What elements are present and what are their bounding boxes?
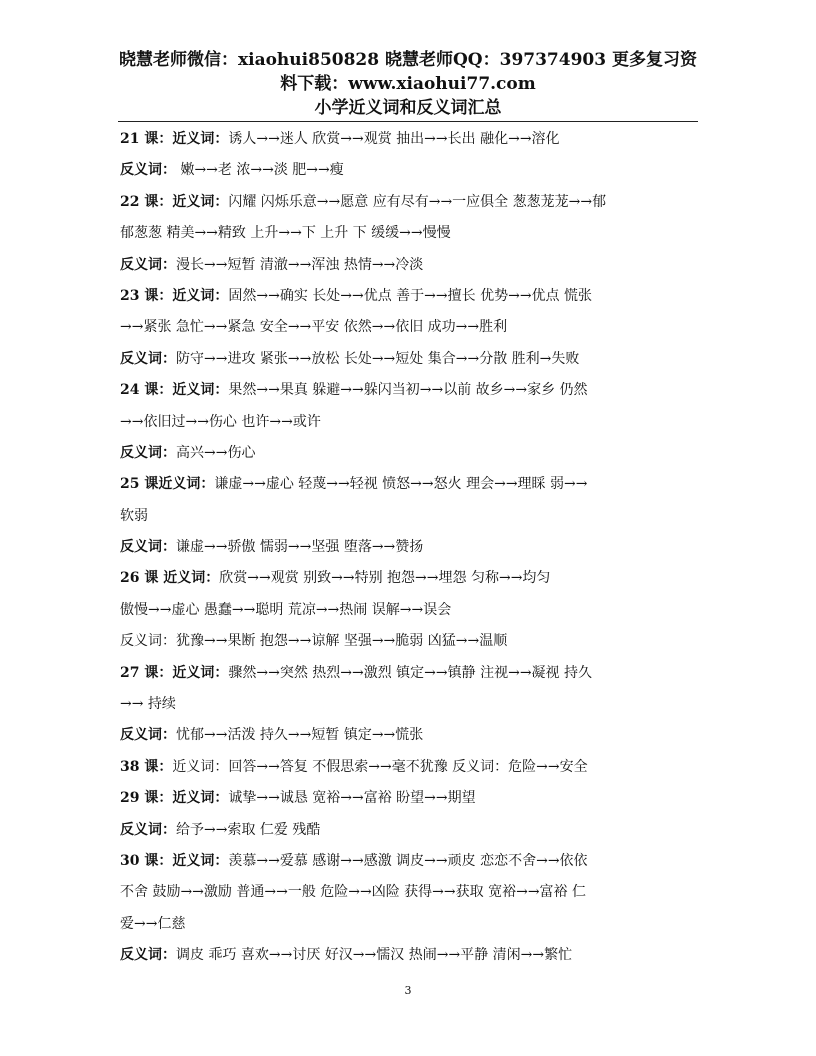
list-line <box>120 752 698 783</box>
word-pairs: 固然→→确实 长处→→优点 善于→→擅长 优势→→优点 慌张 <box>228 287 593 304</box>
word-pairs: 傲慢→→虚心 愚蠢→→聪明 荒凉→→热闹 误解→→误会 <box>120 601 452 618</box>
lesson-label: 反义词： <box>120 350 176 367</box>
word-pairs: 爱→→仁慈 <box>120 915 186 932</box>
word-pairs: 反义词：犹豫→→果断 抱怨→→谅解 坚强→→脆弱 凶猛→→温顺 <box>120 633 508 650</box>
word-pairs: 郁葱葱 精美→→精致 上升→→下 上升 下 缓缓→→慢慢 <box>120 225 451 242</box>
lesson-label: 21 课：近义词： <box>120 131 229 147</box>
lesson-label: 30 课：近义词： <box>120 852 229 869</box>
lesson-label: 反义词： <box>120 539 176 556</box>
lesson-label: 24 课：近义词： <box>120 382 229 399</box>
lesson-label: 反义词： <box>120 947 176 964</box>
lesson-label: 23 课：近义词： <box>120 287 229 304</box>
list-line <box>120 815 698 846</box>
word-pairs: 骤然→→突然 热烈→→激烈 镇定→→镇静 注视→→凝视 持久 <box>228 664 593 681</box>
list-line <box>120 563 698 594</box>
lesson-label: 29 课：近义词： <box>120 790 229 807</box>
word-pairs: 高兴→→伤心 <box>176 444 256 461</box>
list-line <box>120 689 698 720</box>
list-line <box>120 626 698 657</box>
list-line <box>120 532 698 563</box>
word-pairs: →→ 持续 <box>120 696 176 713</box>
list-line <box>120 250 698 281</box>
title-divider <box>118 121 698 122</box>
word-pairs: 嫩→→老 浓→→淡 肥→→瘦 <box>176 162 344 179</box>
word-pairs: 欣赏→→观赏 别致→→特别 抱怨→→埋怨 匀称→→均匀 <box>219 570 551 587</box>
word-pairs: →→紧张 急忙→→紧急 安全→→平安 依然→→依旧 成功→→胜利 <box>120 319 508 336</box>
document-header <box>118 48 698 120</box>
list-line <box>120 344 698 375</box>
word-pairs: 不舍 鼓励→→激励 普通→→一般 危险→→凶险 获得→→获取 宽裕→→富裕 仁 <box>120 884 587 901</box>
header-website-line: 料下载：www.xiaohui77.com <box>280 74 536 94</box>
word-pairs: 闪耀 闪烁乐意→→愿意 应有尽有→→一应俱全 葱葱茏茏→→郁 <box>228 193 607 210</box>
word-pairs: 软弱 <box>120 507 148 524</box>
list-line <box>120 438 698 469</box>
lesson-label: 25 课近义词： <box>120 476 215 493</box>
lesson-label: 反义词： <box>120 256 176 273</box>
lesson-label: 反义词： <box>120 821 176 838</box>
list-line <box>120 312 698 343</box>
word-pairs: 果然→→果真 躲避→→躲闪当初→→以前 故乡→→家乡 仍然 <box>228 382 588 399</box>
word-pairs: 忧郁→→活泼 持久→→短暂 镇定→→慌张 <box>176 727 424 744</box>
word-pairs: 羡慕→→爱慕 感谢→→感激 调皮→→顽皮 恋恋不舍→→依依 <box>228 852 588 869</box>
list-line <box>120 281 698 312</box>
word-pairs: 调皮 乖巧 喜欢→→讨厌 好汉→→懦汉 热闹→→平静 清闲→→繁忙 <box>176 947 573 964</box>
word-pairs: 谦虚→→骄傲 懦弱→→坚强 堕落→→赞扬 <box>176 539 424 556</box>
list-line <box>120 909 698 940</box>
list-line <box>120 375 698 406</box>
lesson-label: 27 课：近义词： <box>120 664 229 681</box>
list-line <box>120 783 698 814</box>
vocabulary-list <box>120 124 698 972</box>
word-pairs: 谦虚→→虚心 轻蔑→→轻视 愤怒→→怒火 理会→→理睬 弱→→ <box>214 476 588 493</box>
list-line <box>120 187 698 218</box>
list-line <box>120 218 698 249</box>
lesson-label: 22 课：近义词： <box>120 193 229 210</box>
lesson-label: 38 课： <box>120 758 173 775</box>
lesson-label: 26 课 近义词： <box>120 570 220 587</box>
list-line <box>120 877 698 908</box>
word-pairs: →→依旧过→→伤心 也许→→或许 <box>120 413 321 430</box>
word-pairs: 漫长→→短暂 清澈→→浑浊 热情→→冷淡 <box>176 256 424 273</box>
list-line <box>120 846 698 877</box>
lesson-label: 反义词： <box>120 444 176 461</box>
word-pairs: 防守→→进攻 紧张→→放松 长处→→短处 集合→→分散 胜利→失败 <box>176 350 580 367</box>
list-line <box>120 501 698 532</box>
document-title: 小学近义词和反义词汇总 <box>314 98 502 118</box>
lesson-label: 反义词： <box>120 727 176 744</box>
word-pairs: 给予→→索取 仁爱 残酷 <box>176 821 321 838</box>
list-line <box>120 720 698 751</box>
list-line <box>120 124 698 155</box>
list-line <box>120 155 698 186</box>
list-line <box>120 658 698 689</box>
page-number: 3 <box>404 984 412 997</box>
word-pairs: 诚挚→→诚恳 宽裕→→富裕 盼望→→期望 <box>228 790 476 807</box>
list-line <box>120 469 698 500</box>
list-line <box>120 595 698 626</box>
list-line <box>120 407 698 438</box>
word-pairs: 近义词：回答→→答复 不假思索→→毫不犹豫 反义词：危险→→安全 <box>172 758 588 775</box>
header-contact-line: 晓慧老师微信：xiaohui850828 晓慧老师QQ：397374903 更多复习资 <box>118 50 697 70</box>
list-line <box>120 940 698 971</box>
lesson-label: 反义词： <box>120 162 176 179</box>
word-pairs: 诱人→→迷人 欣赏→→观赏 抽出→→长出 融化→→溶化 <box>228 131 560 147</box>
